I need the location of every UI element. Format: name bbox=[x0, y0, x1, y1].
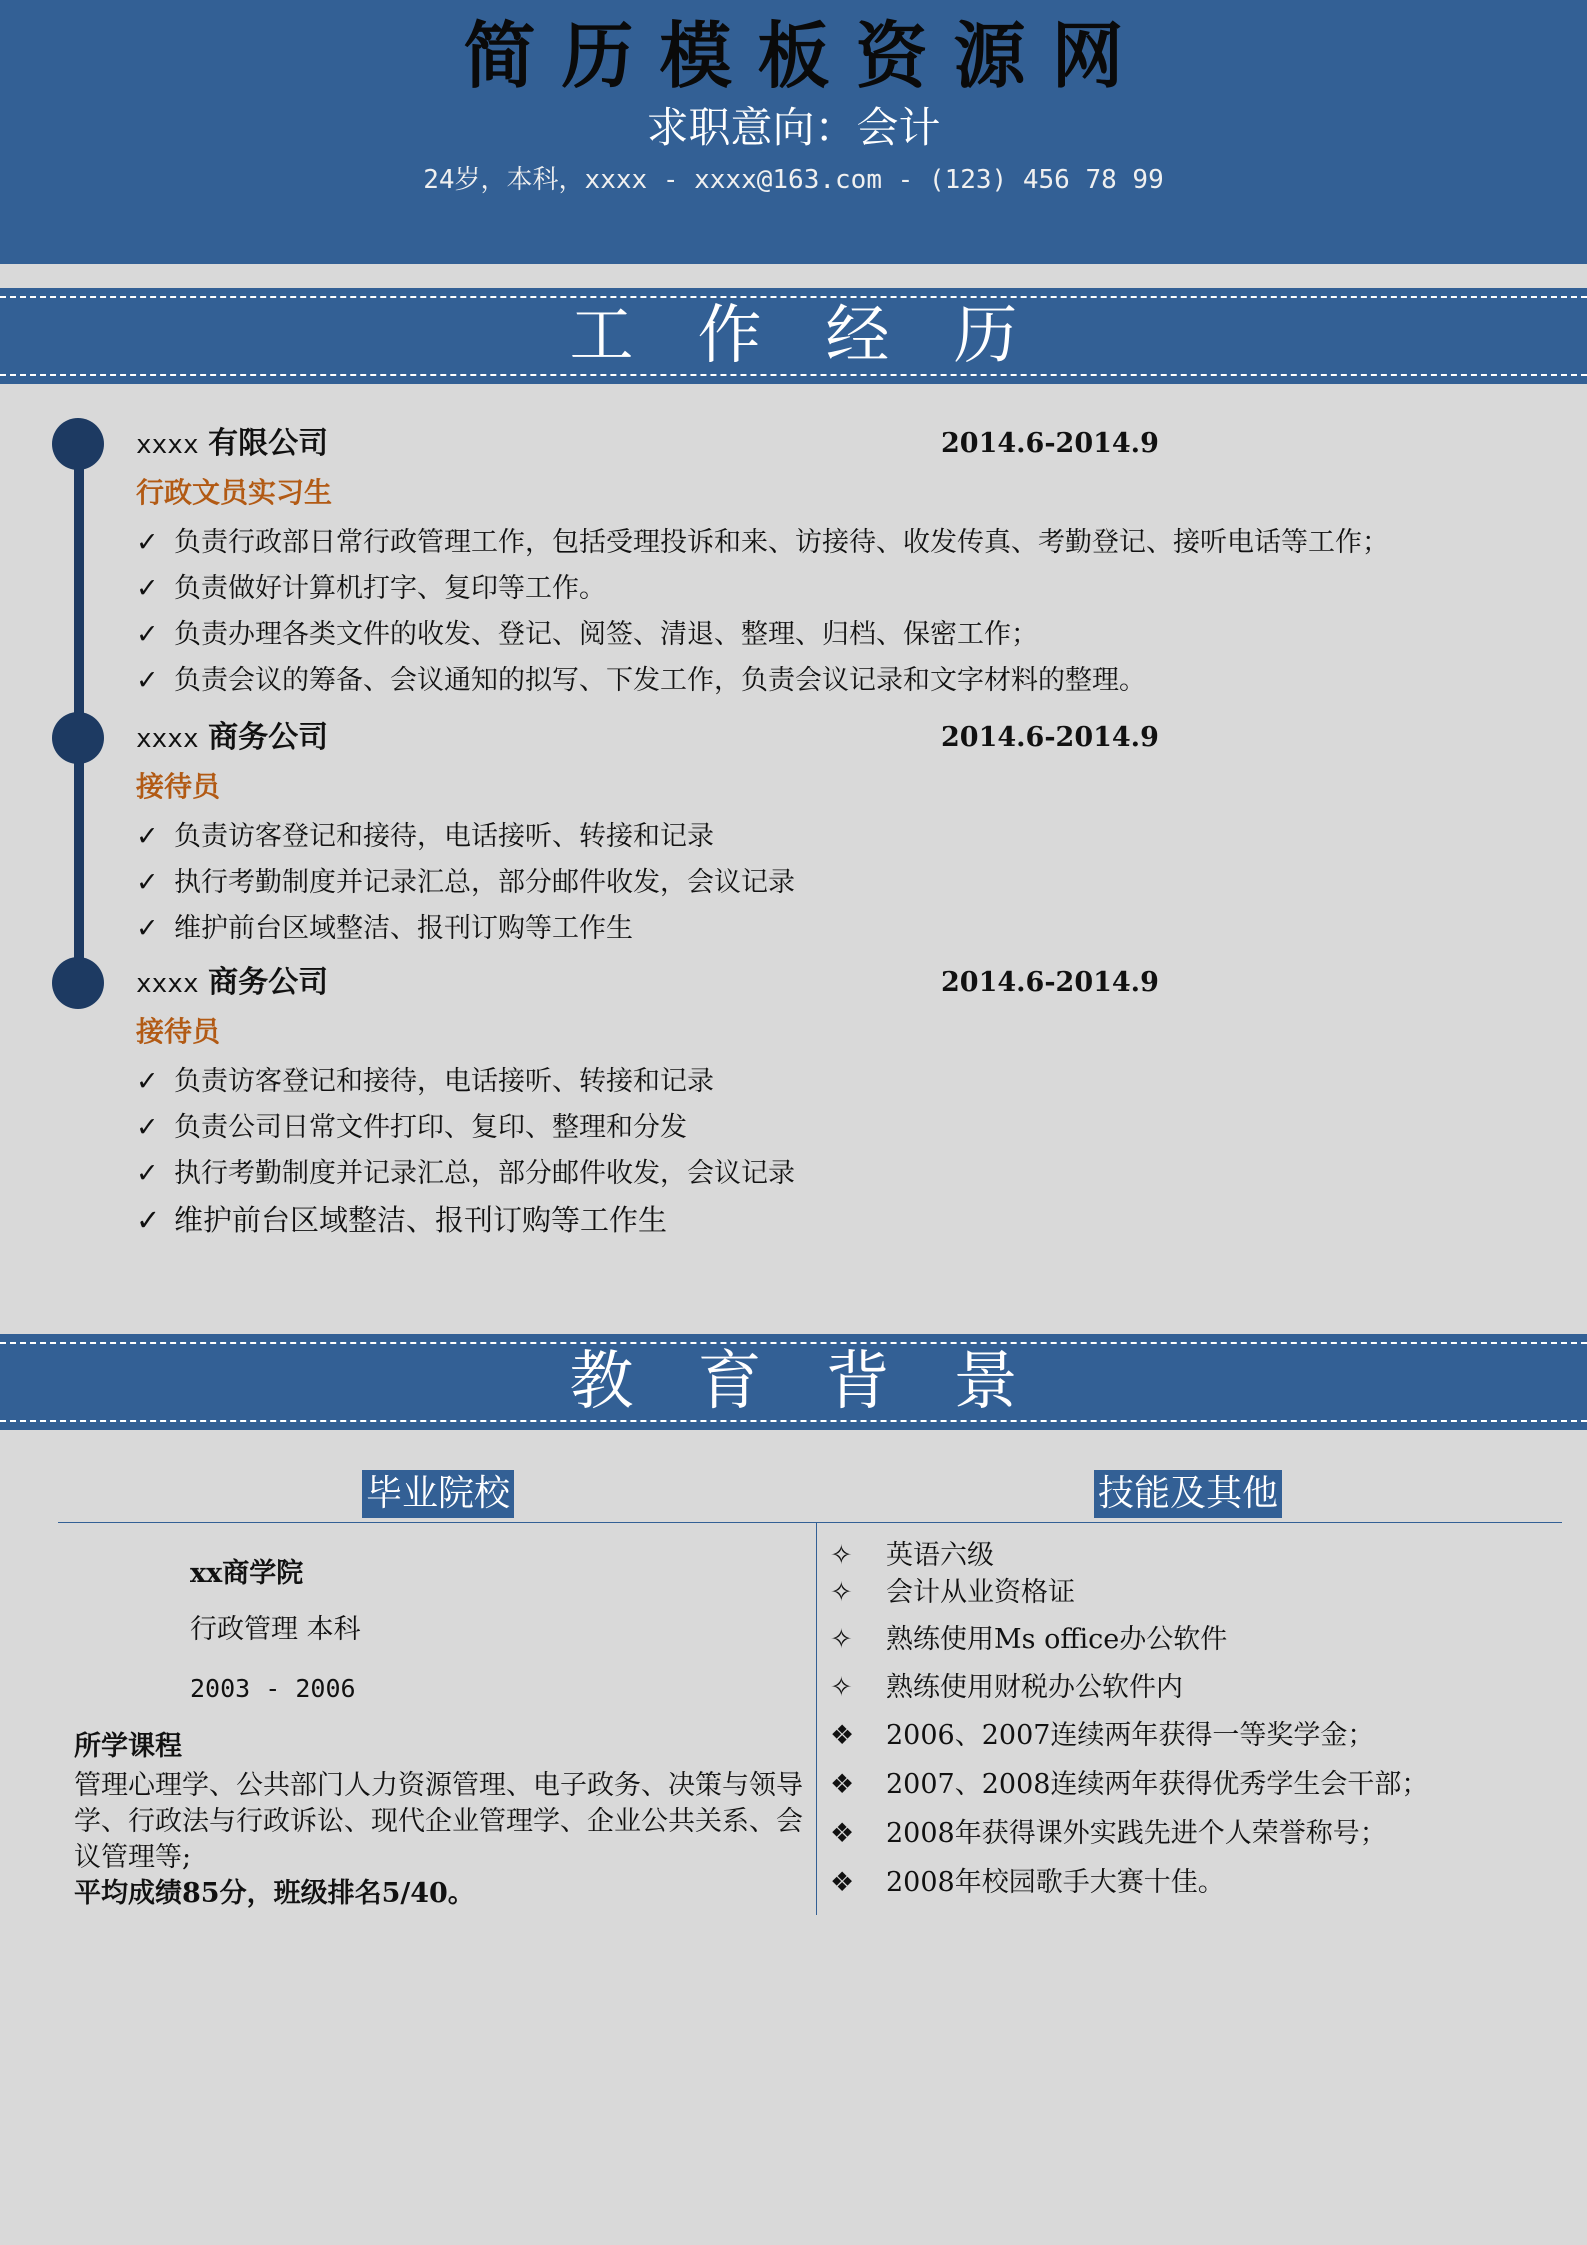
duty-item: ✓ 负责访客登记和接待，电话接听、转接和记录 bbox=[136, 1059, 795, 1105]
check-icon: ✓ bbox=[136, 821, 159, 852]
timeline-dot-icon bbox=[52, 957, 104, 1009]
diamond-outline-icon: ✧ bbox=[830, 1672, 853, 1703]
candidate-name: 简历模板资源网 bbox=[463, 13, 1150, 98]
education-divider bbox=[58, 1522, 1562, 1523]
school-name: xx商学院 bbox=[190, 1558, 304, 1589]
duty-item: ✓ 维护前台区域整洁、报刊订购等工作生 bbox=[136, 1197, 795, 1243]
company-name: xxxx 商务公司 bbox=[136, 965, 329, 1000]
job-role: 接待员 bbox=[136, 1015, 221, 1048]
school-heading: 毕业院校 bbox=[362, 1470, 514, 1518]
check-icon: ✓ bbox=[136, 1158, 159, 1189]
duty-item: ✓ 执行考勤制度并记录汇总，部分邮件收发，会议记录 bbox=[136, 1151, 795, 1197]
duty-item: ✓ 负责公司日常文件打印、复印、整理和分发 bbox=[136, 1105, 795, 1151]
job-intention: 求职意向：会计 bbox=[646, 103, 941, 152]
study-years: 2003 - 2006 bbox=[190, 1674, 356, 1703]
skill-item: ❖ 2008年校园歌手大赛十佳。 bbox=[830, 1864, 1225, 1902]
timeline-dot-icon bbox=[52, 712, 104, 764]
duty-item: ✓ 负责会议的筹备、会议通知的拟写、下发工作，负责会议记录和文字材料的整理。 bbox=[136, 658, 1389, 704]
work-section-title: 工作经历 bbox=[569, 299, 1082, 373]
work-section-banner bbox=[0, 288, 1587, 384]
company-name: xxxx 商务公司 bbox=[136, 720, 329, 755]
dashed-divider bbox=[0, 374, 1587, 376]
company-name: xxxx 有限公司 bbox=[136, 426, 329, 461]
diamond-outline-icon: ✧ bbox=[830, 1540, 853, 1571]
skill-item: ❖ 2006、2007连续两年获得一等奖学金； bbox=[830, 1717, 1374, 1755]
courses-heading: 所学课程 bbox=[74, 1731, 182, 1762]
gpa-text: 平均成绩85分，班级排名5/40。 bbox=[74, 1878, 475, 1909]
diamond-filled-icon: ❖ bbox=[830, 1769, 855, 1800]
job-role: 接待员 bbox=[136, 770, 221, 803]
diamond-outline-icon: ✧ bbox=[830, 1624, 853, 1655]
dashed-divider bbox=[0, 1420, 1587, 1422]
duty-item: ✓ 负责办理各类文件的收发、登记、阅签、清退、整理、归档、保密工作； bbox=[136, 612, 1389, 658]
diamond-outline-icon: ✧ bbox=[830, 1577, 853, 1608]
job-role: 行政文员实习生 bbox=[136, 476, 333, 509]
job-period: 2014.6-2014.9 bbox=[941, 428, 1159, 459]
column-divider bbox=[816, 1522, 817, 1915]
duty-item: ✓ 负责访客登记和接待，电话接听、转接和记录 bbox=[136, 814, 795, 860]
check-icon: ✓ bbox=[136, 665, 159, 696]
skill-item: ❖ 2007、2008连续两年获得优秀学生会干部； bbox=[830, 1766, 1428, 1804]
duty-list bbox=[136, 520, 1389, 704]
duty-item: ✓ 执行考勤制度并记录汇总，部分邮件收发，会议记录 bbox=[136, 860, 795, 906]
courses-list bbox=[74, 1768, 810, 1912]
skill-item: ✧ 英语六级 bbox=[830, 1537, 994, 1575]
courses-text: 管理心理学、公共部门人力资源管理、电子政务、决策与领导学、行政法与行政诉讼、现代企业管理学、企业公共关系、会议管理等; bbox=[74, 1770, 803, 1873]
job-period: 2014.6-2014.9 bbox=[941, 722, 1159, 753]
skill-item: ✧ 熟练使用财税办公软件内 bbox=[830, 1669, 1183, 1707]
job-period: 2014.6-2014.9 bbox=[941, 967, 1159, 998]
check-icon: ✓ bbox=[136, 1203, 161, 1237]
check-icon: ✓ bbox=[136, 1066, 159, 1097]
header-banner bbox=[0, 0, 1587, 264]
check-icon: ✓ bbox=[136, 573, 159, 604]
skill-item: ❖ 2008年获得课外实践先进个人荣誉称号； bbox=[830, 1815, 1387, 1853]
major-degree: 行政管理 本科 bbox=[190, 1614, 361, 1645]
check-icon: ✓ bbox=[136, 1112, 159, 1143]
duty-item: ✓ 负责行政部日常行政管理工作，包括受理投诉和来、访接待、收发传真、考勤登记、接听电话等工作； bbox=[136, 520, 1389, 566]
education-section-banner bbox=[0, 1334, 1587, 1430]
contact-info: 24岁，本科，xxxx - xxxx@163.com - (123) 456 78 99 bbox=[423, 165, 1164, 195]
check-icon: ✓ bbox=[136, 527, 159, 558]
skill-item: ✧ 会计从业资格证 bbox=[830, 1574, 1075, 1612]
duty-item: ✓ 维护前台区域整洁、报刊订购等工作生 bbox=[136, 906, 795, 952]
timeline-dot-icon bbox=[52, 418, 104, 470]
diamond-filled-icon: ❖ bbox=[830, 1818, 855, 1849]
education-section-title: 教育背景 bbox=[569, 1345, 1082, 1419]
duty-list bbox=[136, 1059, 795, 1243]
duty-list bbox=[136, 814, 795, 952]
diamond-filled-icon: ❖ bbox=[830, 1720, 855, 1751]
duty-item: ✓ 负责做好计算机打字、复印等工作。 bbox=[136, 566, 1389, 612]
check-icon: ✓ bbox=[136, 913, 159, 944]
diamond-filled-icon: ❖ bbox=[830, 1867, 855, 1898]
check-icon: ✓ bbox=[136, 619, 159, 650]
skill-item: ✧ 熟练使用Ms office办公软件 bbox=[830, 1621, 1227, 1659]
skills-heading: 技能及其他 bbox=[1094, 1470, 1282, 1518]
check-icon: ✓ bbox=[136, 867, 159, 898]
